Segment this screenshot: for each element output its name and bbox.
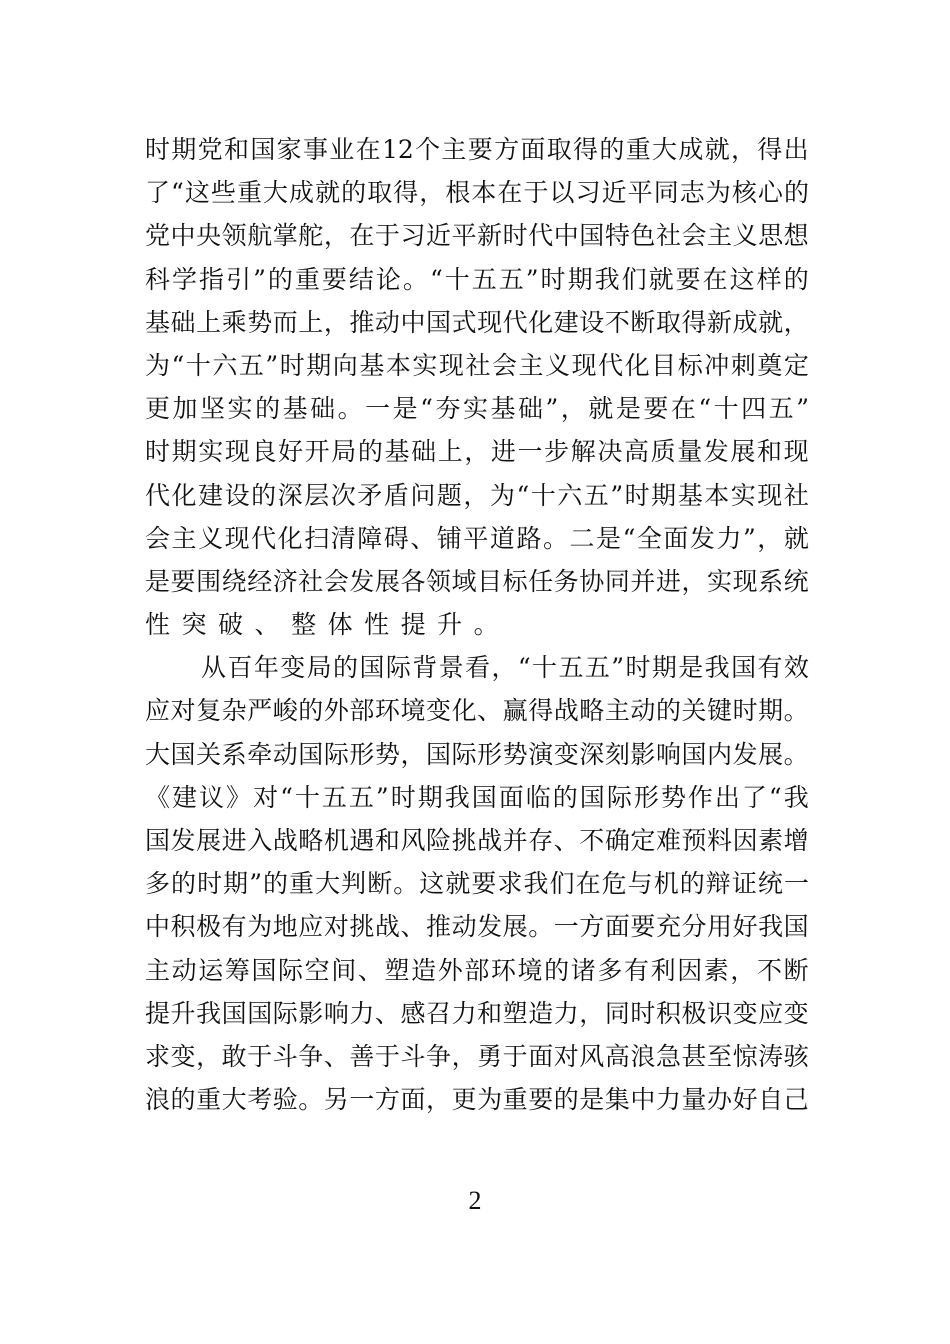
- text-line: 是 要 围 绕 经 济 社 会 发 展 各 领 域 目 标 任 务 协 同 并 进 ， 实 现 系 统: [145, 566, 809, 596]
- text-line: 代 化 建 设 的 深 层 次 矛 盾 问 题 ， 为 “ 十 六 五 ” 时 期 基 本 实 现 社: [145, 480, 809, 510]
- text-line: 性 突 破 、 整 体 性 提 升 。: [145, 610, 499, 640]
- text-line: 党 中 央 领 航 掌 舵 ， 在 于 习 近 平 新 时 代 中 国 特 色 社 会 主 义 思 想: [145, 221, 809, 251]
- body-text: [145, 128, 809, 1121]
- text-line: 《 建 议 》 对 “ 十 五 五 ” 时 期 我 国 面 临 的 国 际 形 势 作 出 了 “ 我: [145, 782, 809, 812]
- text-line: 从 百 年 变 局 的 国 际 背 景 看 ， “ 十 五 五 ” 时 期 是 我 国 有 效: [201, 653, 809, 683]
- text-line: 会 主 义 现 代 化 扫 清 障 碍 、 铺 平 道 路 。 二 是 “ 全 面 发 力 ” ， 就: [145, 523, 809, 553]
- text-line: 时 期 实 现 良 好 开 局 的 基 础 上 ， 进 一 步 解 决 高 质 量 发 展 和 现: [145, 437, 809, 467]
- text-line: 应 对 复 杂 严 峻 的 外 部 环 境 变 化 、 赢 得 战 略 主 动 的 关 键 时 期 。: [145, 696, 809, 726]
- text-line: 国 发 展 进 入 战 略 机 遇 和 风 险 挑 战 并 存 、 不 确 定 难 预 料 因 素 增: [145, 826, 809, 855]
- text-line: 大 国 关 系 牵 动 国 际 形 势 ， 国 际 形 势 演 变 深 刻 影 响 国 内 发 展 。: [145, 739, 809, 769]
- text-line: 基 础 上 乘 势 而 上 ， 推 动 中 国 式 现 代 化 建 设 不 断 取 得 新 成 就 ，: [145, 307, 809, 337]
- text-line: 为 “ 十 六 五 ” 时 期 向 基 本 实 现 社 会 主 义 现 代 化 目 标 冲 刺 奠 定: [145, 350, 809, 380]
- text-line: 多 的 时 期 ” 的 重 大 判 断 。 这 就 要 求 我 们 在 危 与 机 的 辩 证 统 一: [145, 869, 809, 899]
- text-line: 浪 的 重 大 考 验 。 另 一 方 面 ， 更 为 重 要 的 是 集 中 力 量 办 好 自 己: [145, 1085, 809, 1115]
- text-line: 了 “ 这 些 重 大 成 就 的 取 得 ， 根 本 在 于 以 习 近 平 同 志 为 核 心 的: [145, 178, 809, 208]
- text-line: 求 变 ， 敢 于 斗 争 、 善 于 斗 争 ， 勇 于 面 对 风 高 浪 急 甚 至 惊 涛 骇: [145, 1041, 809, 1071]
- text-line: 时 期 党 和 国 家 事 业 在 12 个 主 要 方 面 取 得 的 重 大 成 就 ， 得 出: [145, 135, 809, 164]
- paragraph-1: [145, 128, 809, 646]
- page-number: 2: [468, 1186, 482, 1215]
- text-line: 更 加 坚 实 的 基 础 。 一 是 “ 夯 实 基 础 ” ， 就 是 要 在 “ 十 四 五 ”: [145, 394, 809, 424]
- paragraph-2: [145, 646, 809, 1121]
- text-line: 中 积 极 有 为 地 应 对 挑 战 、 推 动 发 展 。 一 方 面 要 充 分 用 好 我 国: [145, 912, 809, 942]
- text-line: 提 升 我 国 国 际 影 响 力 、 感 召 力 和 塑 造 力 ， 同 时 积 极 识 变 应 变: [145, 998, 809, 1028]
- text-line: 主 动 运 筹 国 际 空 间 、 塑 造 外 部 环 境 的 诸 多 有 利 因 素 ， 不 断: [145, 955, 809, 985]
- text-line: 科 学 指 引 ” 的 重 要 结 论 。 “ 十 五 五 ” 时 期 我 们 就 要 在 这 样 的: [145, 264, 809, 294]
